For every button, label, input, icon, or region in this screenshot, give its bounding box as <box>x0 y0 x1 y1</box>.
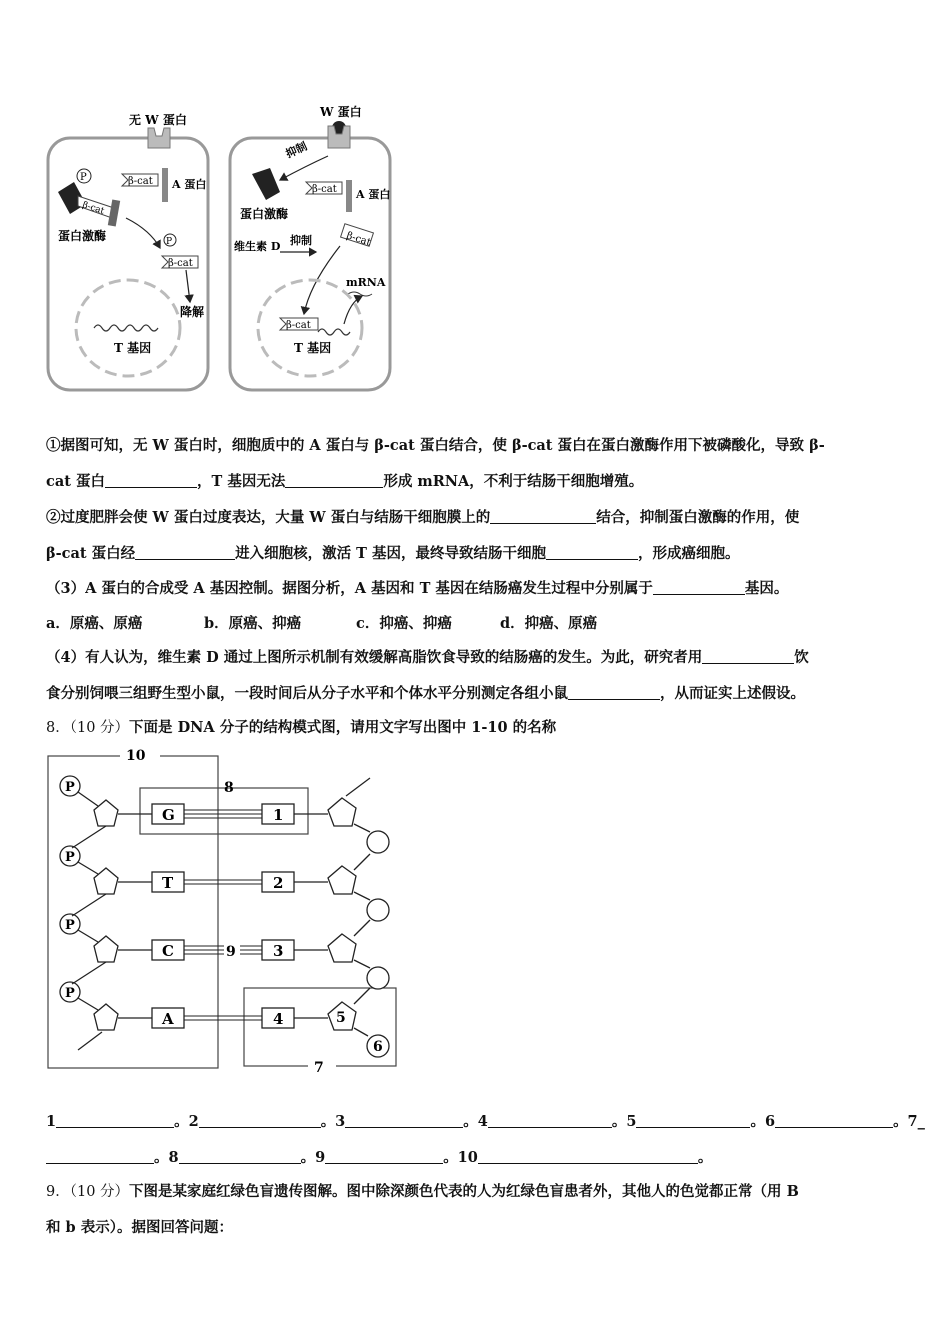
svg-text:β-cat: β-cat <box>286 320 311 331</box>
base-labels <box>161 806 283 1028</box>
phosphate-labels <box>65 780 75 1001</box>
q7-line4: β-cat 蛋白经 进入细胞核，激活 T 基因，最终导致结肠干细胞 ，形成癌细胞。 <box>46 545 740 562</box>
q7-options <box>46 614 597 634</box>
cell-signaling-figure <box>44 104 396 396</box>
q8-answers-line2: 。8 。9 。10 。 <box>46 1148 712 1168</box>
label-1: 1 <box>273 806 284 824</box>
svg-text:β-cat: β-cat <box>312 184 337 195</box>
base-g: G <box>162 806 175 824</box>
option-c[interactable]: c．抑癌、抑癌 <box>356 615 452 632</box>
q9-line1: 9．（10 分）下图是某家庭红绿色盲遗传图解。图中除深颜色代表的人为红绿色盲患者外，其他人的色觉都正常（用 B <box>46 1183 799 1200</box>
answer-blank-5[interactable] <box>636 1113 750 1128</box>
option-a[interactable]: a．原癌、原癌 <box>46 615 143 632</box>
answer-blank[interactable] <box>105 473 197 488</box>
base-t: T <box>162 874 174 892</box>
kinase-label: 蛋白激酶 <box>58 229 107 243</box>
right-cell <box>230 104 390 390</box>
svg-text:A 蛋白: A 蛋白 <box>356 188 391 201</box>
left-cell-title: 无 W 蛋白 <box>129 113 187 127</box>
dna-structure-figure <box>44 748 404 1078</box>
svg-text:P: P <box>65 780 75 795</box>
base-a: A <box>162 1010 174 1028</box>
label-3: 3 <box>273 942 284 960</box>
answer-blank-9[interactable] <box>325 1149 443 1164</box>
label-10: 10 <box>126 748 146 764</box>
bcat-label-2: β-cat <box>168 258 193 269</box>
answer-blank[interactable] <box>653 580 745 595</box>
answer-blank-8[interactable] <box>179 1149 301 1164</box>
bcat-label-1: β-cat <box>128 176 153 187</box>
answer-blank-10[interactable] <box>478 1149 698 1164</box>
answer-blank-1[interactable] <box>56 1113 174 1128</box>
base-c: C <box>162 942 174 960</box>
q7-line1: ①据图可知，无 W 蛋白时，细胞质中的 A 蛋白与 β-cat 蛋白结合，使 β-cat 蛋白在蛋白激酶作用下被磷酸化，导致 β- <box>46 437 825 454</box>
inhibit-label-1: 抑制 <box>283 139 310 161</box>
q8-heading: 8．（10 分）下面是 DNA 分子的结构模式图，请用文字写出图中 1-10 的名称 <box>46 719 557 736</box>
answer-blank[interactable] <box>568 685 660 700</box>
inhibit-label-2: 抑制 <box>290 234 312 247</box>
left-cell <box>48 112 208 390</box>
q9-line2: 和 b 表示）。据图回答问题： <box>46 1219 233 1236</box>
answer-blank-3[interactable] <box>345 1113 463 1128</box>
receptor <box>148 128 170 148</box>
mrna-label: mRNA <box>346 276 386 289</box>
label-8: 8 <box>224 780 234 796</box>
a-protein-bar <box>162 168 168 202</box>
label-5: 5 <box>336 1010 346 1026</box>
label-4: 4 <box>273 1010 284 1028</box>
answer-blank-7[interactable] <box>46 1149 154 1164</box>
option-d[interactable]: d．抑癌、原癌 <box>500 615 598 632</box>
svg-text:β-cat: β-cat <box>81 200 106 217</box>
label-9: 9 <box>226 944 236 960</box>
answer-blank-6[interactable] <box>775 1113 893 1128</box>
answer-blank[interactable] <box>546 545 638 560</box>
svg-text:P: P <box>65 918 75 933</box>
svg-text:P: P <box>65 850 75 865</box>
answer-blank[interactable] <box>135 545 235 560</box>
svg-text:P: P <box>80 172 87 183</box>
svg-text:P: P <box>65 986 75 1001</box>
t-gene-left: T 基因 <box>114 341 152 355</box>
q8-answers-line1: 1 。2 。3 。4 。5 。6 。7_ <box>46 1113 925 1130</box>
label-7: 7 <box>314 1060 324 1076</box>
answer-blank[interactable] <box>285 473 383 488</box>
answer-blank-2[interactable] <box>199 1113 321 1128</box>
a-protein-label: A 蛋白 <box>172 178 207 191</box>
box-10 <box>48 756 218 1068</box>
label-6: 6 <box>373 1039 383 1055</box>
option-b[interactable]: b．原癌、抑癌 <box>204 615 302 632</box>
t-gene-right: T 基因 <box>294 341 332 355</box>
vitamin-d-label: 维生素 D <box>234 240 281 253</box>
degrade-label: 降解 <box>180 305 205 319</box>
answer-blank-4[interactable] <box>488 1113 612 1128</box>
q7-line2: cat 蛋白 ，T 基因无法 形成 mRNA，不利于结肠干细胞增殖。 <box>46 473 644 490</box>
q7-sub3: （3）A 蛋白的合成受 A 基因控制。据图分析，A 基因和 T 基因在结肠癌发生过程中分别属于 基因。 <box>46 580 789 597</box>
svg-text:P: P <box>166 237 173 247</box>
answer-blank[interactable] <box>490 509 596 524</box>
kinase-label-right: 蛋白激酶 <box>240 207 289 221</box>
q7-sub4-line2: 食分别饲喂三组野生型小鼠，一段时间后从分子水平和个体水平分别测定各组小鼠 ，从而证实上述假设。 <box>46 685 805 702</box>
right-cell-title: W 蛋白 <box>320 105 362 119</box>
left-backbone <box>60 776 152 1050</box>
label-2: 2 <box>273 874 284 892</box>
answer-blank[interactable] <box>702 649 794 664</box>
q7-line3: ②过度肥胖会使 W 蛋白过度表达，大量 W 蛋白与结肠干细胞膜上的 结合，抑制蛋白激酶的作用，使 <box>46 509 800 526</box>
q7-sub4-line1: （4）有人认为，维生素 D 通过上图所示机制有效缓解高脂饮食导致的结肠癌的发生。为此，研究者用 饮 <box>46 649 809 666</box>
svg-text:β-cat: β-cat <box>345 230 373 249</box>
